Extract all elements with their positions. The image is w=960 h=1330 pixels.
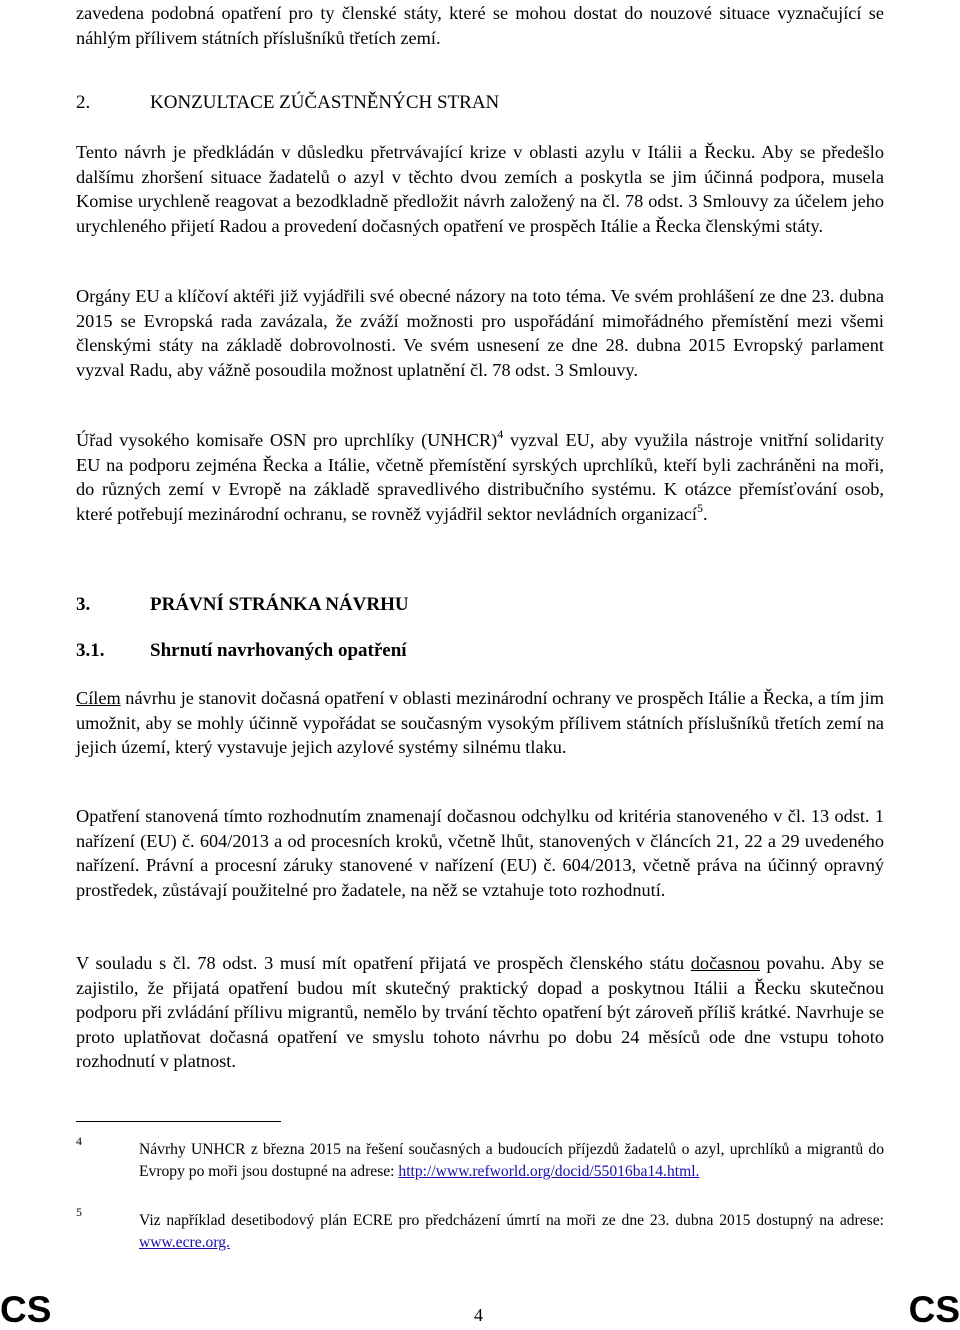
section-3-1-title: Shrnutí navrhovaných opatření xyxy=(150,640,407,661)
objective-rest: návrhu je stanovit dočasná opatření v oblasti mezinárodní ochrany ve prospěch Itálie a Řecka, a tím jim umožnit, aby se mohly účinně vypořádat se současným vysokým přílivem státních příslušníků třetích zemí na jejich území, který vystavuje jejich azylové systémy silnému tlaku. xyxy=(76,688,884,758)
paragraph-unhcr-part-c: . xyxy=(703,503,708,524)
page-number: 4 xyxy=(474,1305,483,1325)
paragraph-objective xyxy=(76,686,884,760)
section-3-1-number: 3.1. xyxy=(76,640,105,661)
footnote-5-link[interactable]: www.ecre.org. xyxy=(139,1233,230,1251)
footnote-separator xyxy=(76,1121,281,1122)
footnote-4-body: Návrhy UNHCR z března 2015 na řešení současných a budoucích příjezdů žadatelů o azyl, uprchlíků a migrantů do Evropy po moři jsou dostupné na adrese: xyxy=(139,1141,884,1180)
paragraph-unhcr-part-a: Úřad vysokého komisaře OSN pro uprchlíky (UNHCR) xyxy=(76,430,498,450)
footnote-ref-4[interactable]: 4 xyxy=(497,427,504,441)
temporary-underlined: dočasnou xyxy=(690,953,760,973)
footer-language-right: CS xyxy=(908,1289,960,1330)
section-2-number: 2. xyxy=(76,92,91,113)
footnote-5-body: Viz například desetibodový plán ECRE pro předcházení úmrtí na moři ze dne 23. dubna 2015 dostupný na adrese: xyxy=(139,1212,884,1229)
section-2-heading xyxy=(76,92,499,114)
section-2-title: KONZULTACE ZÚČASTNĚNÝCH STRAN xyxy=(150,92,500,113)
temporary-part-b: povahu. Aby se zajistilo, že přijatá opatření budou mít skutečný praktický dopad a poskytnou Itálii a Řecku skutečnou podporu při zvládání přílivu migrantů, nemělo by trvání těchto opatření být zároveň příliš krátké. Navrhuje se proto uplatňovat dočasná opatření ve smyslu tohoto návrhu po dobu 24 měsíců ode dne vstupu tohoto rozhodnutí v platnost. xyxy=(76,953,884,1072)
footnote-4-number: 4 xyxy=(76,1134,82,1148)
footnote-5-text xyxy=(139,1210,884,1253)
section-3-number: 3. xyxy=(76,594,91,615)
footnote-5-number: 5 xyxy=(76,1205,82,1219)
section-3-1-heading xyxy=(76,640,407,662)
section-3-heading xyxy=(76,594,409,616)
paragraph-eu-bodies: Orgány EU a klíčoví aktéři již vyjádřili své obecné názory na toto téma. Ve svém prohlášení ze dne 23. dubna 2015 se Evropská rada zavázala, že zváží možnosti pro uspořádání mimořádného přemístění mezi všemi členskými státy na základě dobrovolnosti. Ve svém usnesení ze dne 28. dubna 2015 Evropský parlament vyzval Radu, aby vážně posoudila možnost uplatnění čl. 78 odst. 3 Smlouvy. xyxy=(76,286,884,380)
footer-language-left: CS xyxy=(0,1289,52,1330)
paragraph-unhcr xyxy=(76,428,884,526)
paragraph-temporary xyxy=(76,951,884,1074)
footnote-4-link[interactable]: http://www.refworld.org/docid/55016ba14.html. xyxy=(398,1162,700,1180)
temporary-part-a: V souladu s čl. 78 odst. 3 musí mít opatření přijatá ve prospěch členského státu xyxy=(76,953,691,973)
section-3-title: PRÁVNÍ STRÁNKA NÁVRHU xyxy=(150,594,409,615)
objective-underlined: Cílem xyxy=(76,688,121,708)
paragraph-consultation: Tento návrh je předkládán v důsledku přetrvávající krize v oblasti azylu v Itálii a Řecku. Aby se předešlo dalšímu zhoršení situace žadatelů o azyl v těchto dvou zemích a poskytla se jim účinná podpora, musela Komise urychleně reagovat a bezodkladně předložit návrh založený na čl. 78 odst. 3 Smlouvy za účelem jeho urychleného přijetí Radou a provedení dočasných opatření ve prospěch Itálie a Řecka členskými státy. xyxy=(76,142,884,236)
footnote-4 xyxy=(76,1134,884,1182)
paragraph-intro: zavedena podobná opatření pro ty členské státy, které se mohou dostat do nouzové situace vyznačující se náhlým přílivem státních příslušníků třetích zemí. xyxy=(76,3,884,48)
footnote-ref-5[interactable]: 5 xyxy=(697,500,703,515)
paragraph-derogation: Opatření stanovená tímto rozhodnutím znamenají dočasnou odchylku od kritéria stanoveného v čl. 13 odst. 1 nařízení (EU) č. 604/2013 a od procesních kroků, včetně lhůt, stanovených v článcích 21, 22 a 29 uvedeného nařízení. Právní a procesní záruky stanovené v nařízení (EU) č. 604/2013, včetně práva na účinný opravný prostředek, zůstávají použitelné pro žadatele, na něž se vztahuje toto rozhodnutí. xyxy=(76,806,884,900)
footnote-4-text xyxy=(139,1139,884,1182)
footnote-5 xyxy=(76,1205,884,1253)
paragraph-unhcr-part-b: vyzval EU, aby využila nástroje vnitřní solidarity EU na podporu zejména Řecka a Itálie, včetně přemístění syrských uprchlíků, kteří byli zachráněni na moři, do různých zemí v Evropě na základě spravedlivého distribučního systému. K otázce přemísťování osob, které potřebují mezinárodní ochranu, se rovněž vyjádřil sektor nevládních organizací xyxy=(76,430,884,524)
